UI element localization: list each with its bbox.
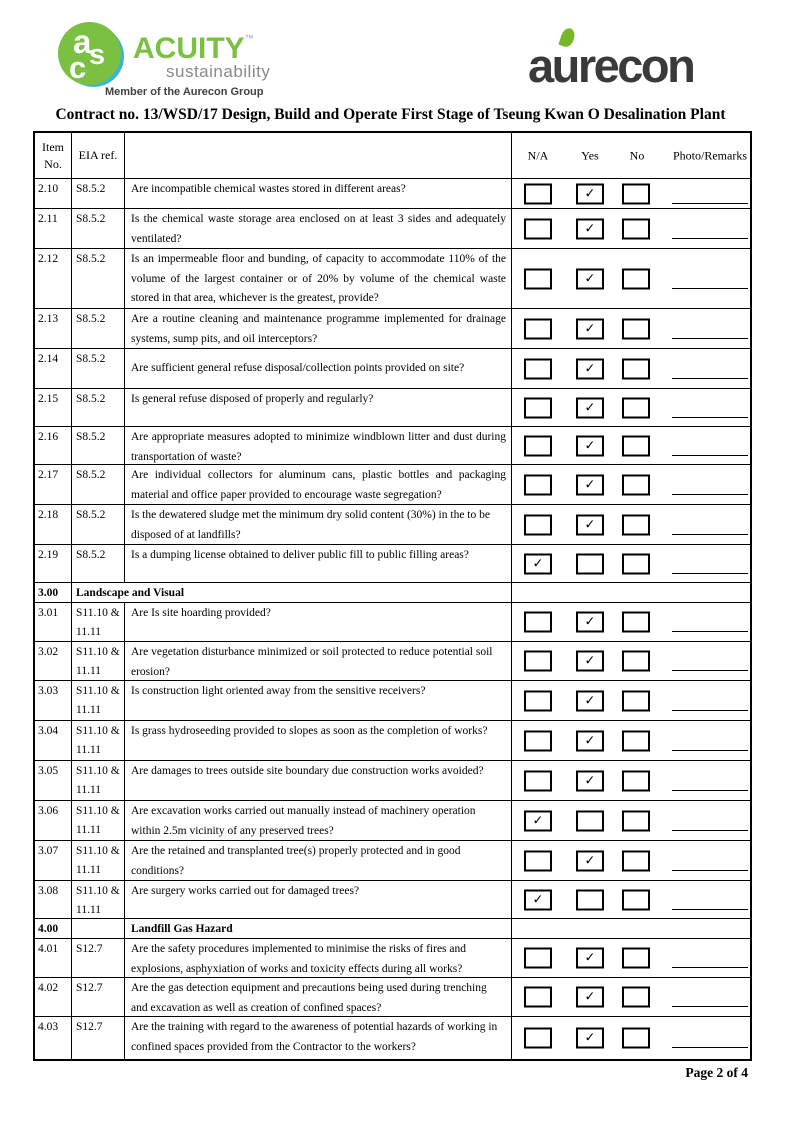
cell-item-no: 3.03 xyxy=(35,681,72,720)
question-text: Is the dewatered sludge met the minimum dry solid content (30%) in the to be disposed of at landfills? xyxy=(131,509,490,541)
checkbox-no[interactable] xyxy=(622,268,650,289)
checkbox-yes[interactable]: ✓ xyxy=(576,268,604,289)
checkbox-no[interactable] xyxy=(622,690,650,711)
question-text: Are a routine cleaning and maintenance programme implemented for drainage systems, sump pits, and oil interceptors? xyxy=(131,313,506,345)
checkbox-yes[interactable] xyxy=(576,889,604,910)
checkbox-yes[interactable]: ✓ xyxy=(576,690,604,711)
cell-item-no: 3.08 xyxy=(35,881,72,918)
checkbox-no[interactable] xyxy=(622,474,650,495)
remarks-blank-line[interactable] xyxy=(672,967,748,968)
checkbox-no[interactable] xyxy=(622,1028,650,1049)
cell-answers xyxy=(512,249,750,308)
cell-question xyxy=(125,939,512,977)
checkbox-yes[interactable]: ✓ xyxy=(576,318,604,339)
cell-eia-ref: S8.5.2 xyxy=(72,389,125,426)
cell-eia-ref: S8.5.2 xyxy=(72,179,125,208)
checkbox-na[interactable] xyxy=(524,474,552,495)
checkbox-na[interactable] xyxy=(524,358,552,379)
checkbox-na[interactable] xyxy=(524,268,552,289)
cell-eia-ref: S8.5.2 xyxy=(72,427,125,464)
checkbox-yes[interactable]: ✓ xyxy=(576,1028,604,1049)
cell-item-no: 2.10 xyxy=(35,179,72,208)
cell-item-no: 2.19 xyxy=(35,545,72,582)
checkbox-yes[interactable]: ✓ xyxy=(576,987,604,1008)
cell-answers xyxy=(512,179,750,208)
cell-question xyxy=(125,603,512,641)
cell-item-no: 3.02 xyxy=(35,642,72,680)
cell-question xyxy=(125,179,512,208)
cell-answers xyxy=(512,642,750,680)
table-row-2.15 xyxy=(35,389,750,427)
checkbox-na[interactable] xyxy=(524,770,552,791)
cell-eia-ref: S12.7 xyxy=(72,939,125,977)
cell-eia-ref: S8.5.2 xyxy=(72,505,125,544)
aurecon-wordmark: aurecon xyxy=(528,39,694,92)
table-row-3.00 xyxy=(35,583,750,603)
table-row-4.01 xyxy=(35,939,750,978)
cell-eia-ref: S11.10 & 11.11 xyxy=(72,881,125,918)
checkbox-yes[interactable]: ✓ xyxy=(576,730,604,751)
question-text: Are excavation works carried out manually instead of machinery operation within 2.5m vicinity of any preserved trees? xyxy=(131,805,476,837)
question-text: Are sufficient general refuse disposal/collection points provided on site? xyxy=(131,361,465,374)
cell-question xyxy=(125,801,512,840)
checkbox-yes[interactable]: ✓ xyxy=(576,397,604,418)
cell-question xyxy=(125,389,512,426)
acuity-subtitle: sustainability xyxy=(166,62,271,81)
cell-item-no: 4.02 xyxy=(35,978,72,1016)
page-number: Page 2 of 4 xyxy=(685,1065,748,1080)
checkbox-na[interactable] xyxy=(524,730,552,751)
header-item-line2: No. xyxy=(44,156,62,171)
acuity-monogram-icon xyxy=(58,22,124,88)
checkbox-yes[interactable]: ✓ xyxy=(576,435,604,456)
question-text: Is a dumping license obtained to deliver public fill to public filling areas? xyxy=(131,549,469,561)
checklist-table xyxy=(33,131,752,1061)
cell-item-no: 4.03 xyxy=(35,1017,72,1059)
cell-item-no: 3.01 xyxy=(35,603,72,641)
cell-question xyxy=(125,209,512,248)
cell-question xyxy=(125,881,512,918)
cell-eia-ref: S8.5.2 xyxy=(72,249,125,308)
cell-answers xyxy=(512,427,750,464)
cell-item-no: 2.13 xyxy=(35,309,72,348)
table-row-3.01 xyxy=(35,603,750,642)
table-header-row xyxy=(35,133,750,179)
header-item-no xyxy=(35,133,72,178)
checkbox-na[interactable] xyxy=(524,948,552,969)
cell-eia-ref: S8.5.2 xyxy=(72,349,125,388)
cell-item-no: 3.00 xyxy=(35,583,72,602)
checkbox-yes[interactable]: ✓ xyxy=(576,218,604,239)
checkbox-yes[interactable] xyxy=(576,810,604,831)
remarks-blank-line[interactable] xyxy=(672,909,748,910)
question-text: Is the chemical waste storage area enclosed on at least 3 sides and adequately ventilated? xyxy=(131,213,506,245)
cell-eia-ref: S11.10 & 11.11 xyxy=(72,801,125,840)
checkbox-yes[interactable] xyxy=(576,553,604,574)
cell-eia-ref: S11.10 & 11.11 xyxy=(72,761,125,800)
checkbox-yes[interactable]: ✓ xyxy=(576,183,604,204)
cell-eia-ref: S11.10 & 11.11 xyxy=(72,841,125,880)
cell-eia-ref: S11.10 & 11.11 xyxy=(72,603,125,641)
question-text: Are damages to trees outside site boundary due construction works avoided? xyxy=(131,765,484,777)
cell-eia-ref: S8.5.2 xyxy=(72,545,125,582)
table-row-2.10 xyxy=(35,179,750,209)
cell-item-no: 2.17 xyxy=(35,465,72,504)
cell-answers xyxy=(512,761,750,800)
remarks-blank-line[interactable] xyxy=(672,631,748,632)
cell-eia-ref: S8.5.2 xyxy=(72,309,125,348)
table-row-3.07 xyxy=(35,841,750,881)
cell-answers xyxy=(512,881,750,918)
remarks-blank-line[interactable] xyxy=(672,870,748,871)
checkbox-yes[interactable]: ✓ xyxy=(576,358,604,379)
table-row-4.02 xyxy=(35,978,750,1017)
acuity-wordmark xyxy=(133,34,254,64)
checkbox-no[interactable] xyxy=(622,553,650,574)
remarks-blank-line[interactable] xyxy=(672,378,748,379)
checkbox-yes[interactable]: ✓ xyxy=(576,474,604,495)
cell-question xyxy=(125,427,512,464)
remarks-blank-line[interactable] xyxy=(672,534,748,535)
header-question-blank xyxy=(125,133,512,178)
remarks-blank-line[interactable] xyxy=(672,573,748,574)
cell-question xyxy=(125,761,512,800)
table-row-2.12 xyxy=(35,249,750,309)
question-text: Are Is site hoarding provided? xyxy=(131,607,271,619)
header-answers xyxy=(512,133,750,178)
cell-answers xyxy=(512,681,750,720)
header-remarks-label: Photo/Remarks xyxy=(673,148,747,162)
cell-answers xyxy=(512,209,750,248)
remarks-blank-line[interactable] xyxy=(672,338,748,339)
checkbox-na[interactable] xyxy=(524,850,552,871)
checkbox-na[interactable]: ✓ xyxy=(524,810,552,831)
checkbox-no[interactable] xyxy=(622,730,650,751)
table-row-2.19 xyxy=(35,545,750,583)
table-row-2.16 xyxy=(35,427,750,465)
remarks-blank-line[interactable] xyxy=(672,750,748,751)
cell-question xyxy=(125,978,512,1016)
cell-answers xyxy=(512,309,750,348)
checkbox-no[interactable] xyxy=(622,850,650,871)
table-row-3.03 xyxy=(35,681,750,721)
remarks-blank-line[interactable] xyxy=(672,670,748,671)
cell-item-no: 2.16 xyxy=(35,427,72,464)
cell-item-no: 2.18 xyxy=(35,505,72,544)
header-item-line1: Item xyxy=(42,139,64,154)
cell-item-no: 3.04 xyxy=(35,721,72,760)
question-text: Are the training with regard to the awareness of potential hazards of working in confined spaces provided from the Contractor to the workers? xyxy=(131,1021,498,1053)
checkbox-yes[interactable]: ✓ xyxy=(576,850,604,871)
cell-answers xyxy=(512,919,750,938)
cell-eia-ref: S11.10 & 11.11 xyxy=(72,721,125,760)
cell-question xyxy=(125,505,512,544)
question-text: Are individual collectors for aluminum cans, plastic bottles and packaging material and office paper provided to encourage waste segregation? xyxy=(131,469,506,501)
acuity-tagline: Member of the Aurecon Group xyxy=(105,86,264,98)
checkbox-na[interactable] xyxy=(524,218,552,239)
question-text: Are surgery works carried out for damaged trees? xyxy=(131,885,360,897)
checkbox-na[interactable] xyxy=(524,612,552,633)
cell-item-no: 2.15 xyxy=(35,389,72,426)
checkbox-na[interactable] xyxy=(524,435,552,456)
acuity-wordmark-text: ACUITY xyxy=(133,32,245,65)
question-text: Is general refuse disposed of properly and regularly? xyxy=(131,393,374,405)
cell-answers xyxy=(512,545,750,582)
header-yes-label: Yes xyxy=(581,148,599,162)
remarks-blank-line[interactable] xyxy=(672,417,748,418)
checkbox-na[interactable]: ✓ xyxy=(524,553,552,574)
section-title: Landfill Gas Hazard xyxy=(125,919,512,938)
cell-eia-ref xyxy=(72,919,125,938)
document-title: Contract no. 13/WSD/17 Design, Build and Operate First Stage of Tseung Kwan O Desalination Plant xyxy=(55,106,726,123)
remarks-blank-line[interactable] xyxy=(672,238,748,239)
checkbox-yes[interactable]: ✓ xyxy=(576,770,604,791)
checkbox-no[interactable] xyxy=(622,435,650,456)
cell-answers xyxy=(512,841,750,880)
cell-question xyxy=(125,841,512,880)
cell-answers xyxy=(512,1017,750,1059)
header-no-label: No xyxy=(629,148,645,162)
checkbox-no[interactable] xyxy=(622,218,650,239)
section-title: Landscape and Visual xyxy=(72,583,512,602)
acuity-monogram-letter-s: s xyxy=(89,39,106,71)
cell-answers xyxy=(512,583,750,602)
cell-question xyxy=(125,465,512,504)
remarks-blank-line[interactable] xyxy=(672,710,748,711)
aurecon-logo xyxy=(528,28,753,92)
cell-question xyxy=(125,642,512,680)
table-row-2.13 xyxy=(35,309,750,349)
remarks-blank-line[interactable] xyxy=(672,455,748,456)
table-row-2.17 xyxy=(35,465,750,505)
cell-question xyxy=(125,721,512,760)
header-na-label: N/A xyxy=(527,148,549,162)
cell-answers xyxy=(512,465,750,504)
question-text: Is an impermeable floor and bunding, of capacity to accommodate 110% of the volume of the largest container or of 20% by volume of the chemical waste stored in that area, whichever is the greatest, provide? xyxy=(131,253,506,304)
cell-answers xyxy=(512,801,750,840)
question-text: Is construction light oriented away from the sensitive receivers? xyxy=(131,685,426,697)
cell-item-no: 3.05 xyxy=(35,761,72,800)
header-eia-ref: EIA ref. xyxy=(72,133,125,178)
checkbox-no[interactable] xyxy=(622,318,650,339)
checkbox-na[interactable] xyxy=(524,183,552,204)
table-row-3.04 xyxy=(35,721,750,761)
question-text: Are vegetation disturbance minimized or soil protected to reduce potential soil erosion? xyxy=(131,646,493,678)
table-row-4.03 xyxy=(35,1017,750,1059)
remarks-blank-line[interactable] xyxy=(672,494,748,495)
checkbox-na[interactable] xyxy=(524,690,552,711)
checkbox-yes[interactable]: ✓ xyxy=(576,948,604,969)
table-row-3.02 xyxy=(35,642,750,681)
cell-question xyxy=(125,681,512,720)
cell-eia-ref: S11.10 & 11.11 xyxy=(72,681,125,720)
cell-answers xyxy=(512,349,750,388)
cell-item-no: 3.07 xyxy=(35,841,72,880)
cell-question xyxy=(125,545,512,582)
cell-question xyxy=(125,249,512,308)
acuity-monogram-letter-c: c xyxy=(69,50,87,85)
table-row-3.06 xyxy=(35,801,750,841)
checkbox-yes[interactable]: ✓ xyxy=(576,514,604,535)
checkbox-no[interactable] xyxy=(622,987,650,1008)
checkbox-no[interactable] xyxy=(622,612,650,633)
checkbox-na[interactable]: ✓ xyxy=(524,889,552,910)
acuity-trademark: ™ xyxy=(244,33,254,43)
question-text: Are appropriate measures adopted to minimize windblown litter and dust during transportation of waste? xyxy=(131,431,506,463)
checkbox-no[interactable] xyxy=(622,770,650,791)
cell-item-no: 2.14 xyxy=(35,349,72,388)
checkbox-no[interactable] xyxy=(622,810,650,831)
checkbox-na[interactable] xyxy=(524,651,552,672)
checkbox-no[interactable] xyxy=(622,514,650,535)
cell-answers xyxy=(512,939,750,977)
checkbox-yes[interactable]: ✓ xyxy=(576,612,604,633)
remarks-blank-line[interactable] xyxy=(672,1047,748,1048)
checkbox-no[interactable] xyxy=(622,358,650,379)
cell-question xyxy=(125,349,512,388)
cell-item-no: 4.01 xyxy=(35,939,72,977)
acuity-monogram-letter-a: a xyxy=(73,23,92,60)
checkbox-no[interactable] xyxy=(622,651,650,672)
checkbox-yes[interactable]: ✓ xyxy=(576,651,604,672)
checkbox-na[interactable] xyxy=(524,1028,552,1049)
cell-question xyxy=(125,1017,512,1059)
cell-eia-ref: S12.7 xyxy=(72,978,125,1016)
remarks-blank-line[interactable] xyxy=(672,790,748,791)
cell-answers xyxy=(512,603,750,641)
table-row-4.00 xyxy=(35,919,750,939)
table-row-2.14 xyxy=(35,349,750,389)
table-row-2.11 xyxy=(35,209,750,249)
cell-answers xyxy=(512,978,750,1016)
question-text: Are the retained and transplanted tree(s) properly protected and in good conditions? xyxy=(131,845,461,877)
question-text: Are the safety procedures implemented to minimise the risks of fires and explosions, asphyxiation of works and toxicity effects during all works? xyxy=(131,943,466,975)
table-row-2.18 xyxy=(35,505,750,545)
cell-eia-ref: S8.5.2 xyxy=(72,465,125,504)
remarks-blank-line[interactable] xyxy=(672,1006,748,1007)
cell-eia-ref: S12.7 xyxy=(72,1017,125,1059)
cell-item-no: 2.11 xyxy=(35,209,72,248)
question-text: Are incompatible chemical wastes stored in different areas? xyxy=(131,183,406,195)
cell-question xyxy=(125,309,512,348)
cell-item-no: 2.12 xyxy=(35,249,72,308)
remarks-blank-line[interactable] xyxy=(672,288,748,289)
remarks-blank-line[interactable] xyxy=(672,203,748,204)
table-row-3.08 xyxy=(35,881,750,919)
cell-answers xyxy=(512,389,750,426)
checkbox-no[interactable] xyxy=(622,948,650,969)
checkbox-na[interactable] xyxy=(524,318,552,339)
cell-item-no: 4.00 xyxy=(35,919,72,938)
cell-item-no: 3.06 xyxy=(35,801,72,840)
question-text: Is grass hydroseeding provided to slopes as soon as the completion of works? xyxy=(131,725,488,737)
cell-eia-ref: S11.10 & 11.11 xyxy=(72,642,125,680)
question-text: Are the gas detection equipment and precautions being used during trenching and excavation as well as creation of confined spaces? xyxy=(131,982,487,1014)
cell-answers xyxy=(512,721,750,760)
cell-eia-ref: S8.5.2 xyxy=(72,209,125,248)
table-row-3.05 xyxy=(35,761,750,801)
cell-answers xyxy=(512,505,750,544)
checkbox-na[interactable] xyxy=(524,987,552,1008)
checkbox-no[interactable] xyxy=(622,183,650,204)
checkbox-na[interactable] xyxy=(524,514,552,535)
remarks-blank-line[interactable] xyxy=(672,830,748,831)
checkbox-no[interactable] xyxy=(622,889,650,910)
acuity-logo xyxy=(55,20,315,102)
checkbox-no[interactable] xyxy=(622,397,650,418)
checkbox-na[interactable] xyxy=(524,397,552,418)
